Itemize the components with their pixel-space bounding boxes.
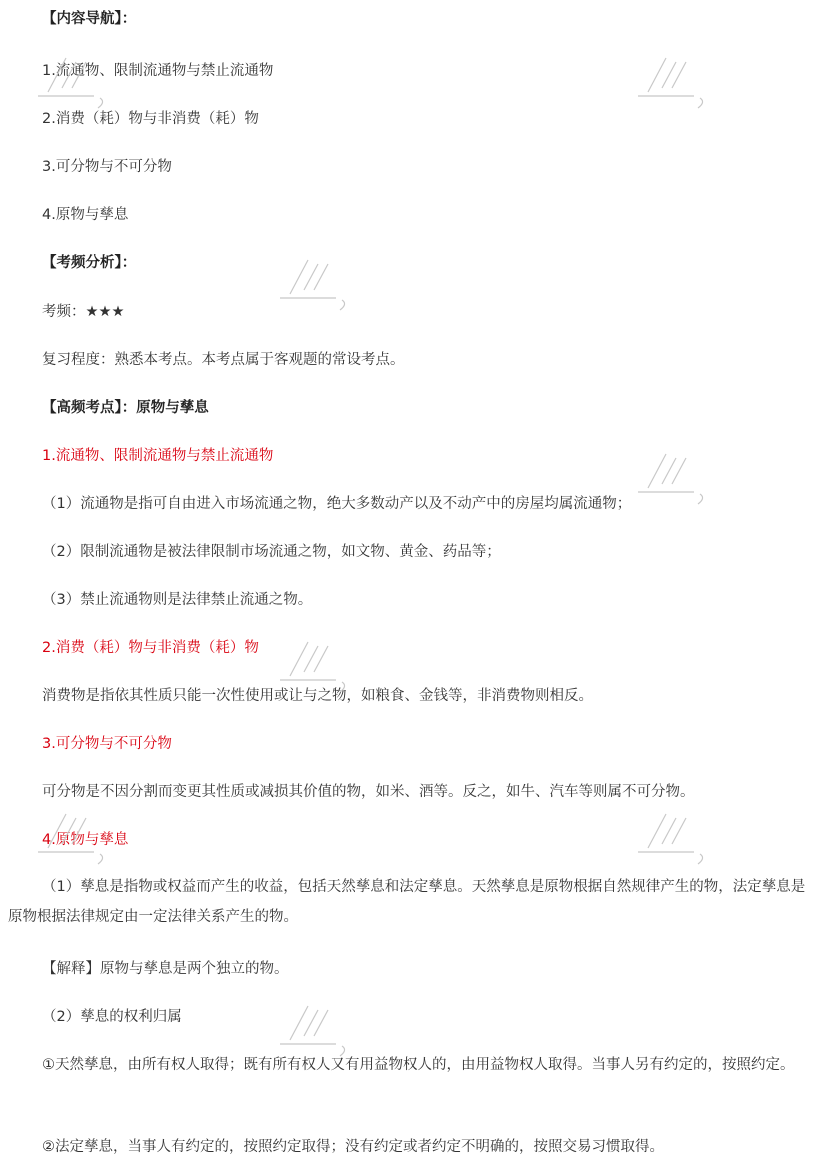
analysis-heading: 【考频分析】： <box>42 255 137 271</box>
section-2-paragraph-1: 消费物是指依其性质只能一次性使用或让与之物，如粮食、金钱等，非消费物则相反。 <box>42 688 593 704</box>
topic-heading: 【高频考点】：原物与孳息 <box>42 400 209 416</box>
nav-item-3: 3.可分物与不可分物 <box>42 159 172 175</box>
watermark-mark <box>278 636 368 696</box>
watermark-mark <box>636 448 726 508</box>
section-3-title: 3.可分物与不可分物 <box>42 736 172 752</box>
section-4-paragraph-3: ①天然孳息，由所有权人取得；既有所有权人又有用益物权人的，由用益物权人取得。当事人另有约定的，按照约定。 <box>42 1057 795 1073</box>
nav-item-1: 1.流通物、限制流通物与禁止流通物 <box>42 63 274 79</box>
section-4-paragraph-2: （2）孳息的权利归属 <box>42 1009 182 1025</box>
watermark-mark <box>278 1000 368 1060</box>
nav-item-2: 2.消费（耗）物与非消费（耗）物 <box>42 111 259 127</box>
section-4-title: 4.原物与孳息 <box>42 832 129 848</box>
section-2-title: 2.消费（耗）物与非消费（耗）物 <box>42 640 259 656</box>
section-1-paragraph-1: （1）流通物是指可自由进入市场流通之物，绝大多数动产以及不动产中的房屋均属流通物； <box>42 496 632 512</box>
section-1-paragraph-2: （2）限制流通物是被法律限制市场流通之物，如文物、黄金、药品等； <box>42 544 501 560</box>
section-3-paragraph-1: 可分物是不因分割而变更其性质或减损其价值的物，如米、酒等。反之，如牛、汽车等则属不可分物。 <box>42 784 695 800</box>
section-4-paragraph-4: ②法定孳息，当事人有约定的，按照约定取得；没有约定或者约定不明确的，按照交易习惯取得。 <box>42 1139 664 1155</box>
watermark-mark <box>636 808 726 868</box>
section-4-paragraph-1: （1）孳息是指物或权益而产生的收益，包括天然孳息和法定孳息。天然孳息是原物根据自然规律产生的物，法定孳息是原物根据法律规定由一定法律关系产生的物。 <box>8 879 806 925</box>
section-1-title: 1.流通物、限制流通物与禁止流通物 <box>42 448 274 464</box>
watermark-mark <box>36 808 129 868</box>
watermark-mark <box>636 52 726 112</box>
nav-item-4: 4.原物与孳息 <box>42 207 129 223</box>
watermark-mark <box>278 254 368 314</box>
section-1-paragraph-3: （3）禁止流通物则是法律禁止流通之物。 <box>42 592 313 608</box>
section-4-note: 【解释】原物与孳息是两个独立的物。 <box>42 961 289 977</box>
watermark-mark <box>36 52 126 112</box>
review-text: 复习程度：熟悉本考点。本考点属于客观题的常设考点。 <box>42 352 405 368</box>
nav-heading: 【内容导航】： <box>42 11 137 27</box>
frequency-text: 考频：★★★ <box>42 304 125 320</box>
